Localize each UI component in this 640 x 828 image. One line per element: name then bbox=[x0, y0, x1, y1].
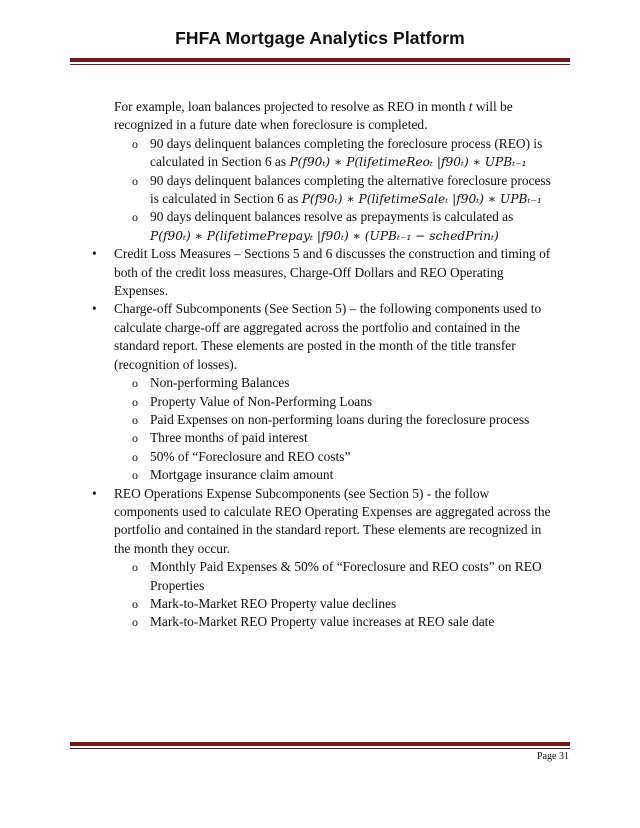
header-rule-thin bbox=[70, 64, 570, 65]
list-item: o Mark-to-Market REO Property value increases at REO sale date bbox=[150, 613, 554, 631]
formula-reo: P(f90ₜ) ∗ P(lifetimeReoₜ |f90ₜ) ∗ UPBₜ₋₁ bbox=[289, 155, 527, 170]
intro-paragraph bbox=[114, 98, 554, 135]
list-item: o Monthly Paid Expenses & 50% of “Foreclosure and REO costs” on REO Properties bbox=[150, 558, 554, 595]
bullet-text: Credit Loss Measures – Sections 5 and 6 discusses the construction and timing of both of the credit loss measures, Charge-Off Dollars and REO Operating Expenses. bbox=[114, 246, 551, 299]
list-item: o Three months of paid interest bbox=[150, 429, 554, 447]
bullet-list bbox=[114, 245, 554, 632]
list-item: o Paid Expenses on non-performing loans during the foreclosure process bbox=[150, 411, 554, 429]
reo-operations-sublist bbox=[114, 558, 554, 632]
bullet-credit-loss bbox=[114, 245, 554, 300]
list-item: o Mortgage insurance claim amount bbox=[150, 466, 554, 484]
intro-subitem bbox=[150, 135, 554, 172]
list-item: o Property Value of Non-Performing Loans bbox=[150, 393, 554, 411]
bullet-reo-operations bbox=[114, 485, 554, 632]
page-header-title: FHFA Mortgage Analytics Platform bbox=[175, 28, 465, 48]
intro-text-before: For example, loan balances projected to resolve as REO in month bbox=[114, 99, 466, 114]
page-number: Page 31 bbox=[537, 751, 569, 762]
subitem-text: 90 days delinquent balances completing the alternative foreclosure process is calculated in Section 6 as bbox=[150, 172, 551, 207]
formula-sale: P(f90ₜ) ∗ P(lifetimeSaleₜ |f90ₜ) ∗ UPBₜ₋₁ bbox=[301, 192, 542, 207]
formula-prepay: P(f90ₜ) ∗ P(lifetimePrepayₜ |f90ₜ) ∗ (UPBₜ₋₁ − schedPrinₜ) bbox=[150, 228, 499, 243]
charge-off-sublist bbox=[114, 374, 554, 484]
subitem-text: 90 days delinquent balances resolve as prepayments is calculated as bbox=[150, 209, 514, 225]
month-variable: t bbox=[468, 99, 473, 114]
list-item: o Mark-to-Market REO Property value declines bbox=[150, 595, 554, 613]
bullet-text: REO Operations Expense Subcomponents (see Section 5) - the follow components used to calculate REO Operating Expenses are aggregated across the portfolio and contained in the standard report. These elements are recognized in the month they occur. bbox=[114, 485, 551, 556]
header-rule-thick bbox=[70, 58, 570, 62]
intro-sublist bbox=[114, 135, 554, 245]
intro-subitem bbox=[150, 208, 554, 245]
subitem-text: 90 days delinquent balances completing the foreclosure process (REO) is calculated in Section 6 as bbox=[150, 135, 543, 170]
bullet-text: Charge-off Subcomponents (See Section 5) – the following components used to calculate charge-off are aggregated across the portfolio and contained in the standard report. These elements are posted in the month of the title transfer (recognition of losses). bbox=[114, 301, 542, 372]
bullet-charge-off bbox=[114, 300, 554, 484]
footer-rule-thin bbox=[70, 748, 570, 749]
intro-text-after: will be recognized in a future date when foreclosure is completed. bbox=[114, 99, 513, 133]
document-body bbox=[114, 98, 554, 632]
list-item: o 50% of “Foreclosure and REO costs” bbox=[150, 448, 554, 466]
list-item: o Non-performing Balances bbox=[150, 374, 554, 392]
intro-subitem bbox=[150, 172, 554, 209]
footer-rule-thick bbox=[70, 742, 570, 746]
